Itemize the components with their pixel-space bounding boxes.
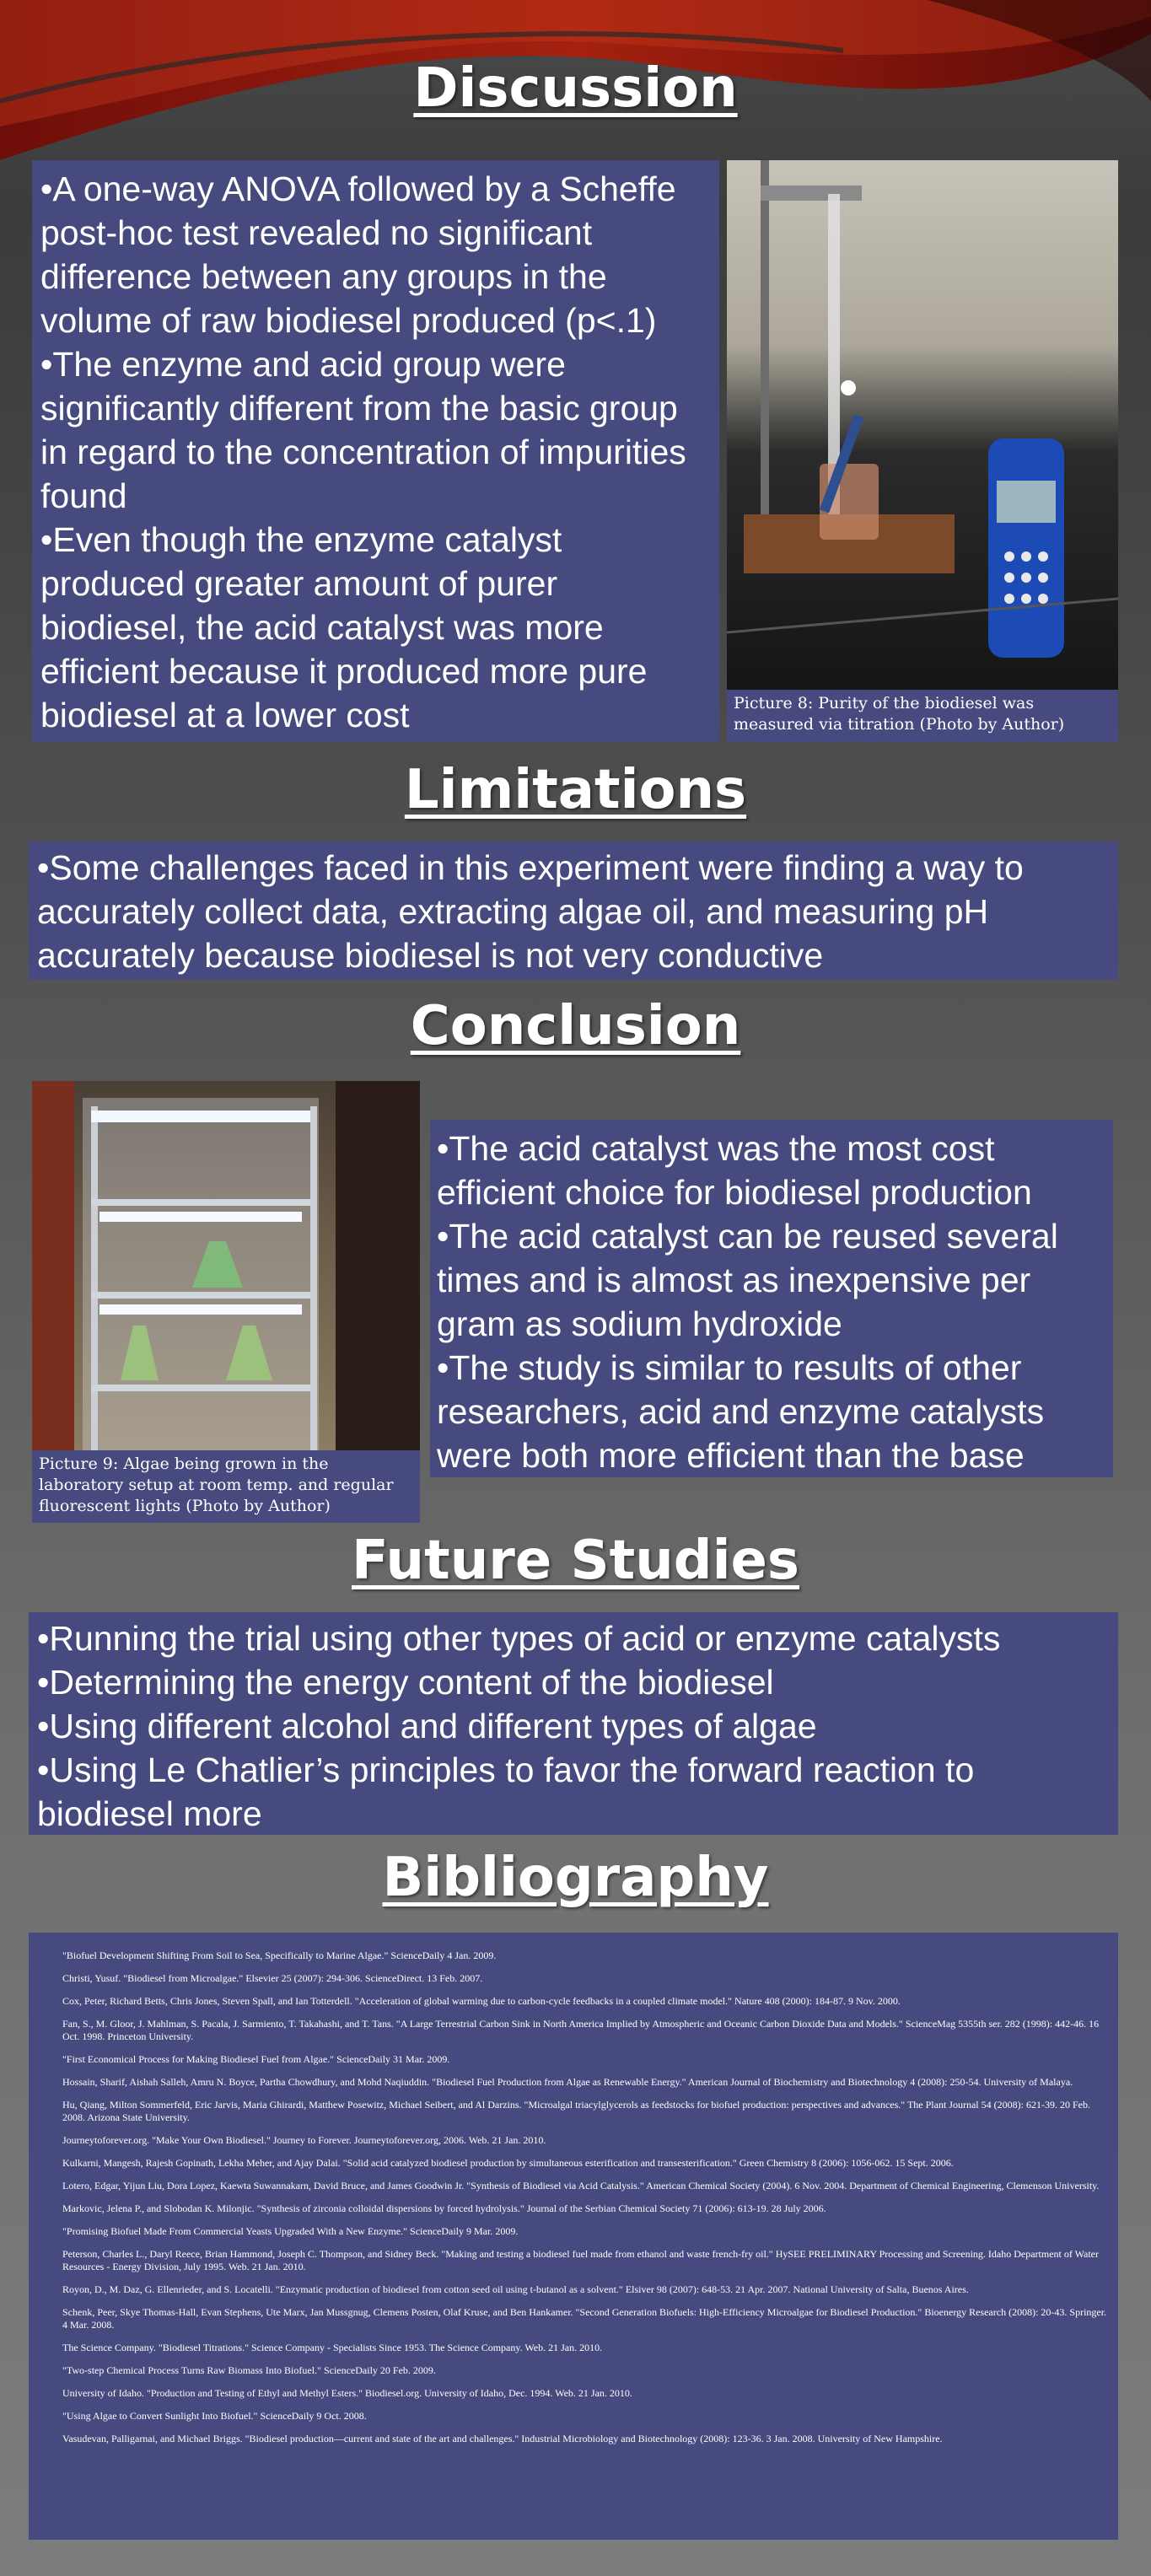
titration-photo-illustration [727, 160, 1118, 690]
conclusion-photo-caption: Picture 9: Algae being grown in the laboratory setup at room temp. and regular fluorescent lights (Photo by Author) [32, 1450, 420, 1523]
bibliography-entry: Peterson, Charles L., Daryl Reece, Brian Hammond, Joseph C. Thompson, and Sidney Beck. "Making and testing a biodiesel fuel made from ethanol and waste french-fry oil." HySEE PRELIMINARY Processing and Screening. Idaho Department of Water Resources - Energy Division, July 1995. Web. 21 Jan. 2010. [62, 2248, 1099, 2272]
future-item: •Determining the energy content of the biodiesel [37, 1663, 774, 1702]
limitations-heading: Limitations [404, 759, 747, 821]
discussion-item: •Even though the enzyme catalyst produced greater amount of purer biodiesel, the acid catalyst was more efficient because it produced more pure biodiesel at a lower cost [40, 520, 648, 734]
future-item: •Using Le Chatlier’s principles to favor the forward reaction to biodiesel more [37, 1750, 975, 1833]
bibliography-entry: Fan, S., M. Gloor, J. Mahlman, S. Pacala, J. Sarmiento, T. Takahashi, and T. Tans. "A Large Terrestrial Carbon Sink in North America Implied by Atmospheric and Oceanic Carbon Dioxide Data and Models." ScienceMag 5355th ser. 282 (1998): 442-46. 16 Oct. 1998. Princeton University. [62, 2018, 1100, 2042]
algae-growth-photo [32, 1081, 420, 1450]
bibliography-entry: Hu, Qiang, Milton Sommerfeld, Eric Jarvis, Maria Ghirardi, Matthew Posewitz, Michael Seibert, and Al Darzins. "Microalgal triacylglycerols as feedstocks for biofuel production: perspectives and advances." The Plant Journal 54 (2008): 621-39. 20 Feb. 2008. Arizona State University. [62, 2099, 1090, 2123]
bibliography-entry: Cox, Peter, Richard Betts, Chris Jones, Steven Spall, and Ian Totterdell. "Acceleration of global warming due to carbon-cycle feedbacks in a coupled climate model." Nature 408 (2000): 184-87. 9 Nov. 2000. [62, 1995, 901, 2007]
limitations-item: •Some challenges faced in this experiment were finding a way to accurately collect data, extracting algae oil, and measuring pH accurately because biodiesel is not very conductive [37, 848, 1024, 975]
bibliography-entry: The Science Company. "Biodiesel Titrations." Science Company - Specialists Since 1953. The Science Company. Web. 21 Jan. 2010. [62, 2342, 603, 2353]
bibliography-entry: Schenk, Peer, Skye Thomas-Hall, Evan Stephens, Ute Marx, Jan Mussgnug, Clemens Posten, Olaf Kruse, and Ben Hankamer. "Second Generation Biofuels: High-Efficiency Microalgae for Biodiesel Production." Bioenergy Research (2008): 20-43. Springer. 4 Mar. 2008. [62, 2306, 1107, 2331]
bibliography-entry: "Biofuel Development Shifting From Soil to Sea, Specifically to Marine Algae." ScienceDaily 4 Jan. 2009. [62, 1949, 497, 1961]
conclusion-item: •The acid catalyst was the most cost efficient choice for biodiesel production [437, 1129, 1032, 1212]
conclusion-heading: Conclusion [410, 995, 741, 1057]
bibliography-entry: Journeytoforever.org. "Make Your Own Biodiesel." Journey to Forever. Journeytoforever.org, 2006. Web. 21 Jan. 2010. [62, 2134, 546, 2146]
future-studies-heading: Future Studies [352, 1530, 799, 1592]
bibliography-box [29, 1933, 1118, 2540]
algae-shelf-illustration [32, 1081, 420, 1450]
bibliography-entry: "Using Algae to Convert Sunlight Into Biofuel." ScienceDaily 9 Oct. 2008. [62, 2410, 367, 2422]
conclusion-item: •The acid catalyst can be reused several times and is almost as inexpensive per gram as sodium hydroxide [437, 1217, 1058, 1343]
bibliography-entry: "Promising Biofuel Made From Commercial Yeasts Upgraded With a New Enzyme." ScienceDaily 9 Mar. 2009. [62, 2225, 519, 2237]
discussion-item: •A one-way ANOVA followed by a Scheffe post-hoc test revealed no significant difference between any groups in the volume of raw biodiesel produced (p<.1) [40, 169, 676, 340]
bibliography-entry: "Two-step Chemical Process Turns Raw Biomass Into Biofuel." ScienceDaily 20 Feb. 2009. [62, 2364, 436, 2376]
bibliography-entry: "First Economical Process for Making Biodiesel Fuel from Algae." ScienceDaily 31 Mar. 2009. [62, 2053, 450, 2065]
discussion-photo-caption: Picture 8: Purity of the biodiesel was measured via titration (Photo by Author) [727, 690, 1118, 742]
titration-photo [727, 160, 1118, 690]
future-studies-text-box [29, 1612, 1118, 1835]
bibliography-entry: Markovic, Jelena P., and Slobodan K. Milonjic. "Synthesis of zirconia colloidal dispersions by forced hydrolysis." Journal of the Serbian Chemical Society 71 (2006): 613-19. 28 July 2006. [62, 2202, 826, 2214]
bibliography-entry: Hossain, Sharif, Aishah Salleh, Amru N. Boyce, Partha Chowdhury, and Mohd Naqiuddin. "Biodiesel Fuel Production from Algae as Renewable Energy." American Journal of Biochemistry and Biotechnology 4 (2008): 250-54. University of Malaya. [62, 2076, 1073, 2088]
conclusion-item: •The study is similar to results of other researchers, acid and enzyme catalysts were both more efficient than the base [437, 1348, 1045, 1475]
discussion-text-box [32, 160, 719, 742]
bibliography-entry: Royon, D., M. Daz, G. Ellenrieder, and S. Locatelli. "Enzymatic production of biodiesel from cotton seed oil using t-butanol as a solvent." Elsiver 98 (2007): 648-53. 21 Apr. 2007. National University of Salta, Buenos Aires. [62, 2283, 969, 2295]
bibliography-entry: University of Idaho. "Production and Testing of Ethyl and Methyl Esters." Biodiesel.org. University of Idaho, Dec. 1994. Web. 21 Jan. 2010. [62, 2387, 632, 2399]
bibliography-entry: Vasudevan, Palligarnai, and Michael Briggs. "Biodiesel production—current and state of the art and challenges." Industrial Microbiology and Biotechnology (2008): 123-36. 3 Jan. 2008. University of New Hampshire. [62, 2433, 943, 2444]
bibliography-entry: Lotero, Edgar, Yijun Liu, Dora Lopez, Kaewta Suwannakarn, David Bruce, and James Goodwin Jr. "Synthesis of Biodiesel via Acid Catalysis." American Chemical Society (2004). 6 Nov. 2004. Department of Chemical Engineering, Clemenson University. [62, 2180, 1100, 2191]
conclusion-text-box [430, 1120, 1113, 1477]
future-item: •Using different alcohol and different types of algae [37, 1707, 817, 1745]
future-item: •Running the trial using other types of acid or enzyme catalysts [37, 1619, 1001, 1658]
discussion-heading: Discussion [413, 57, 738, 120]
limitations-text-box [29, 842, 1118, 980]
bibliography-entry: Christi, Yusuf. "Biodiesel from Microalgae." Elsevier 25 (2007): 294-306. ScienceDirect. 13 Feb. 2007. [62, 1972, 483, 1984]
discussion-item: •The enzyme and acid group were significantly different from the basic group in regard to the concentration of impurities found [40, 345, 686, 515]
bibliography-entry: Kulkarni, Mangesh, Rajesh Gopinath, Lekha Meher, and Ajay Dalai. "Solid acid catalyzed biodiesel production by simultaneous esterification and transesterification." Green Chemistry 8 (2006): 1056-062. 15 Sept. 2006. [62, 2157, 954, 2169]
bibliography-heading: Bibliography [382, 1847, 769, 1909]
